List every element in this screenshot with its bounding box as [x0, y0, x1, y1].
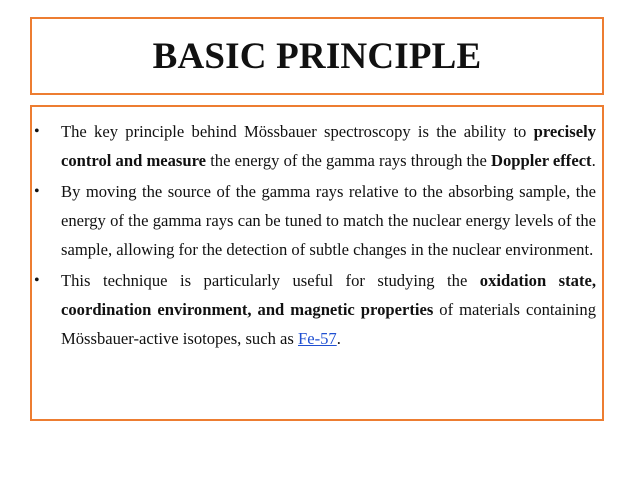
- bullet-3-period: .: [336, 329, 341, 348]
- bullet-icon: •: [34, 272, 40, 289]
- bullet-3-text: This technique is particularly useful for studying the: [61, 271, 480, 290]
- bullet-icon: •: [34, 123, 40, 140]
- bullet-1-text: The key principle behind Mössbauer spectroscopy is the ability to: [61, 122, 534, 141]
- fe57-link[interactable]: Fe-57: [298, 329, 337, 348]
- content-box: [30, 105, 604, 421]
- bullet-1-period: .: [591, 151, 596, 170]
- bullet-1-text-cont: the energy of the gamma rays through the: [206, 151, 491, 170]
- slide-title: BASIC PRINCIPLE: [152, 35, 482, 77]
- bullet-item-3: [32, 266, 596, 353]
- title-box: [30, 17, 604, 95]
- bullet-item-2: [32, 177, 596, 264]
- bullet-3-text-cont: of materials containing Mössbauer-active isotopes, such as: [61, 300, 596, 348]
- bullet-1-bold-doppler: Doppler effect: [490, 151, 592, 170]
- bullet-icon: •: [34, 183, 40, 200]
- bullet-3-bold-properties: oxidation state, coordination environment, and magnetic properties: [61, 271, 596, 319]
- bullet-list: [32, 117, 596, 353]
- bullet-item-1: [32, 117, 596, 175]
- bullet-1-bold-measure: precisely control and measure: [61, 122, 596, 170]
- bullet-2-text: By moving the source of the gamma rays relative to the absorbing sample, the energy of the gamma rays can be tuned to match the nuclear energy levels of the sample, allowing for the detection of subtle changes in the nuclear environment.: [61, 182, 596, 259]
